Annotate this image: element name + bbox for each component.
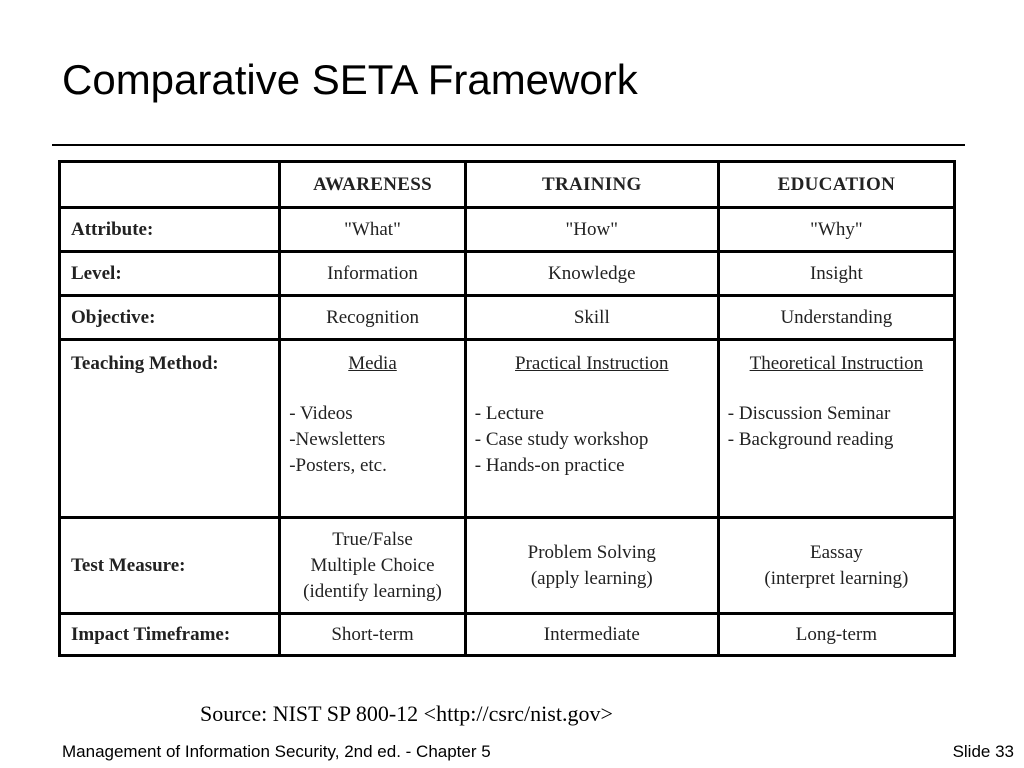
cell-impact-training: Intermediate (465, 614, 718, 656)
cell-attribute-awareness: "What" (280, 208, 466, 252)
test-line: Multiple Choice (310, 554, 435, 576)
cell-level-awareness: Information (280, 252, 466, 296)
slide-title: Comparative SETA Framework (62, 56, 638, 103)
header-education: EDUCATION (718, 162, 954, 208)
list-item: - Hands-on practice (474, 455, 625, 476)
cell-teaching-training (465, 340, 718, 518)
list-item: -Posters, etc. (289, 455, 387, 476)
row-label-objective: Objective: (60, 296, 280, 340)
cell-test-training (465, 518, 718, 614)
header-corner-cell (60, 162, 280, 208)
test-line: (interpret learning) (764, 567, 909, 589)
list-item: -Newsletters (289, 429, 386, 450)
list-item: - Discussion Seminar (727, 403, 891, 424)
table-header-row (60, 162, 955, 208)
cell-impact-awareness: Short-term (280, 614, 466, 656)
header-awareness: AWARENESS (280, 162, 466, 208)
cell-objective-education: Understanding (718, 296, 954, 340)
row-label-test-measure: Test Measure: (60, 518, 280, 614)
source-citation: Source: NIST SP 800-12 <http://csrc/nist.gov> (200, 701, 613, 726)
row-label-attribute: Attribute: (60, 208, 280, 252)
cell-objective-awareness: Recognition (280, 296, 466, 340)
cell-impact-education: Long-term (718, 614, 954, 656)
row-label-teaching-method: Teaching Method: (60, 340, 280, 518)
test-line: Problem Solving (527, 541, 656, 563)
test-line: (identify learning) (303, 580, 442, 602)
list-item: - Videos (289, 403, 353, 424)
cell-test-awareness (280, 518, 466, 614)
test-line: True/False (332, 528, 413, 550)
table-row-test-measure (60, 518, 955, 614)
cell-test-education (718, 518, 954, 614)
header-training: TRAINING (465, 162, 718, 208)
test-line: Eassay (810, 541, 863, 563)
method-list-awareness (281, 401, 464, 479)
table-row-attribute (60, 208, 955, 252)
cell-level-training: Knowledge (465, 252, 718, 296)
method-heading-practical: Practical Instruction (515, 353, 669, 374)
cell-level-education: Insight (718, 252, 954, 296)
list-item: - Case study workshop (474, 429, 649, 450)
cell-teaching-education (718, 340, 954, 518)
cell-attribute-education: "Why" (718, 208, 954, 252)
method-list-training (467, 401, 717, 479)
title-divider (52, 144, 965, 146)
table-row-impact-timeframe (60, 614, 955, 656)
list-item: - Background reading (727, 429, 894, 450)
footer-slide-number: Slide 33 (952, 742, 1014, 761)
footer-course-title: Management of Information Security, 2nd ed. - Chapter 5 (62, 742, 491, 761)
method-heading-media: Media (348, 353, 397, 374)
method-heading-theoretical: Theoretical Instruction (749, 353, 924, 374)
table-row-objective (60, 296, 955, 340)
table-row-teaching-method (60, 340, 955, 518)
row-label-level: Level: (60, 252, 280, 296)
list-item: - Lecture (474, 403, 544, 424)
row-label-impact-timeframe: Impact Timeframe: (60, 614, 280, 656)
table-row-level (60, 252, 955, 296)
seta-framework-table (58, 160, 956, 657)
test-line: (apply learning) (530, 567, 653, 589)
cell-attribute-training: "How" (465, 208, 718, 252)
method-list-education (720, 401, 953, 453)
cell-objective-training: Skill (465, 296, 718, 340)
cell-teaching-awareness (280, 340, 466, 518)
